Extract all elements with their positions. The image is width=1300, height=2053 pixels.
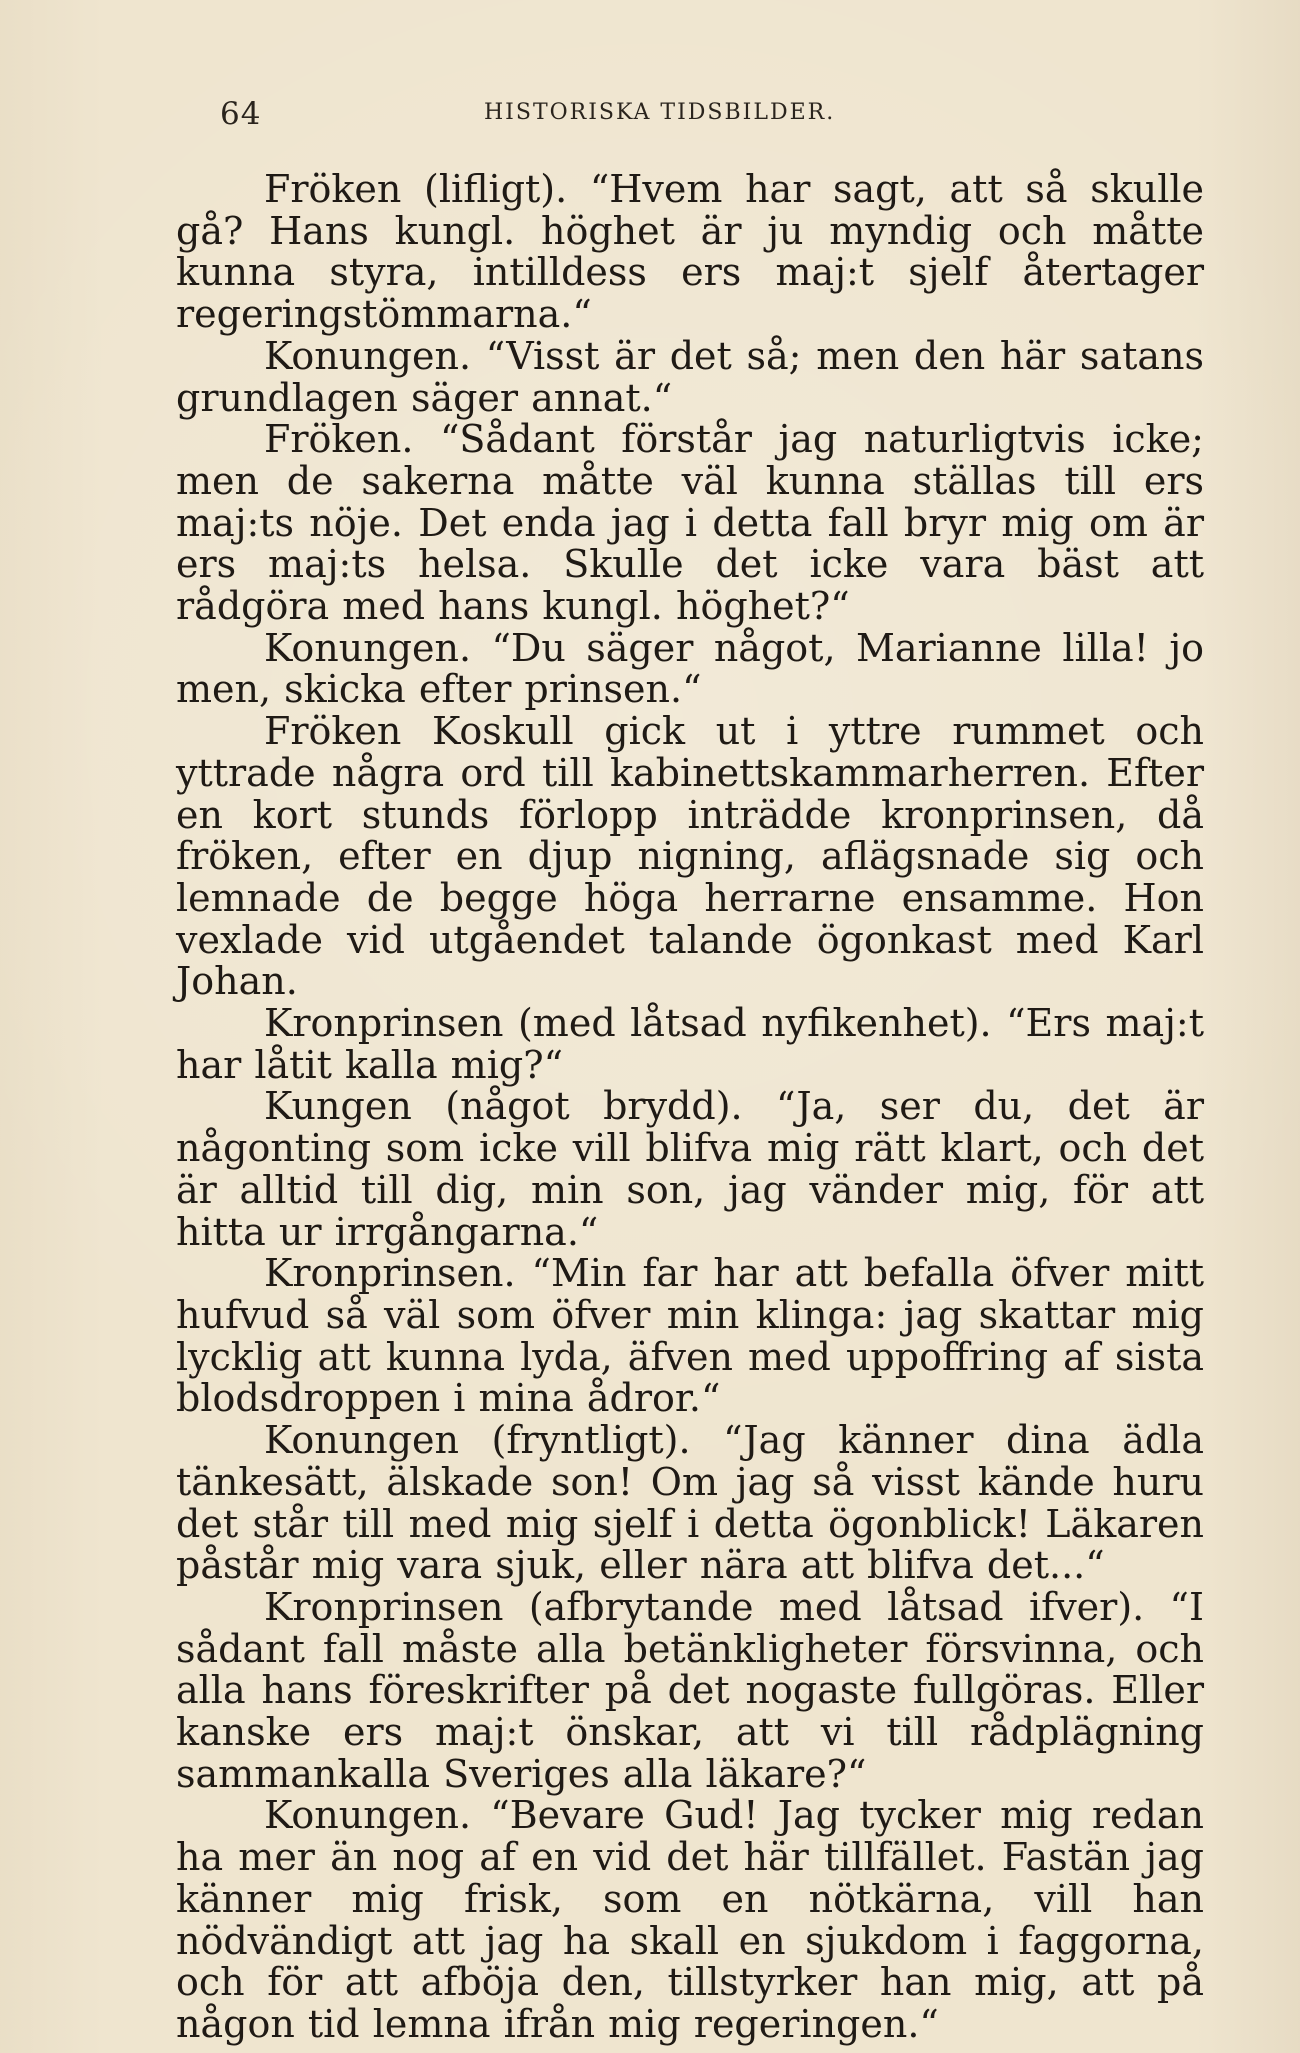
page-header — [220, 96, 1050, 136]
paragraph-4: Konungen. “Du säger något, Marianne lilla! jo men, skicka efter prinsen.“ — [176, 625, 1204, 712]
paragraph-10: Kronprinsen (afbrytande med låtsad ifver). “I sådant fall måste alla betänkligheter försvinna, och alla hans föreskrifter på det nogaste fullgöras. Eller kanske ers maj:t önskar, att vi till rådplägning sammankalla Sveriges alla läkare?“ — [176, 1584, 1204, 1796]
paragraph-6: Kronprinsen (med låtsad nyfikenhet). “Ers maj:t har låtit kalla mig?“ — [176, 1001, 1204, 1087]
paragraph-8: Kronprinsen. “Min far har att befalla öfver mitt hufvud så väl som öfver min klinga: jag skattar mig lycklig att kunna lyda, äfven med uppoffring af sista blodsdroppen i mina ådror.“ — [176, 1251, 1204, 1421]
page-number: 64 — [220, 96, 262, 132]
paragraph-5: Fröken Koskull gick ut i yttre rummet och yttrade några ord till kabinettskammarherren. Efter en kort stunds förlopp inträdde kronprinsen, då fröken, efter en djup nigning, aflägsnade sig och lemnade de begge höga herrarne ensamme. Hon vexlade vid utgåendet talande ögonkast med Karl Johan. — [176, 709, 1204, 1004]
running-title: HISTORISKA TIDSBILDER. — [484, 100, 836, 125]
paragraph-3: Fröken. “Sådant förstår jag naturligtvis icke; men de sakerna måtte väl kunna ställas till ers maj:ts nöje. Det enda jag i detta fall bryr mig om är ers maj:ts helsa. Skulle det icke vara bäst att rådgöra med hans kungl. höghet?“ — [176, 417, 1204, 629]
paragraph-9: Konungen (fryntligt). “Jag känner dina ädla tänkesätt, älskade son! Om jag så visst kände huru det står till med mig sjelf i detta ögonblick! Läkaren påstår mig vara sjuk, eller nära att blifva det...“ — [176, 1418, 1204, 1588]
paragraph-11: Konungen. “Bevare Gud! Jag tycker mig redan ha mer än nog af en vid det här tillfället. Fastän jag känner mig frisk, som en nötkärna, vill han nödvändigt att jag ha skall en sjukdom i faggorna, och för att afböja den, tillstyrker han mig, att på någon tid lemna ifrån mig regeringen.“ — [176, 1793, 1204, 2046]
body-text — [176, 169, 1204, 2046]
paragraph-7: Kungen (något brydd). “Ja, ser du, det är någonting som icke vill blifva mig rätt klart, och det är alltid till dig, min son, jag vänder mig, för att hitta ur irrgångarna.“ — [176, 1084, 1204, 1254]
paragraph-2: Konungen. “Visst är det så; men den här satans grundlagen säger annat.“ — [176, 333, 1204, 420]
paragraph-1: Fröken (lifligt). “Hvem har sagt, att så skulle gå? Hans kungl. höghet är ju myndig och måtte kunna styra, intilldess ers maj:t sjelf återtager regeringstömmarna.“ — [176, 167, 1204, 337]
